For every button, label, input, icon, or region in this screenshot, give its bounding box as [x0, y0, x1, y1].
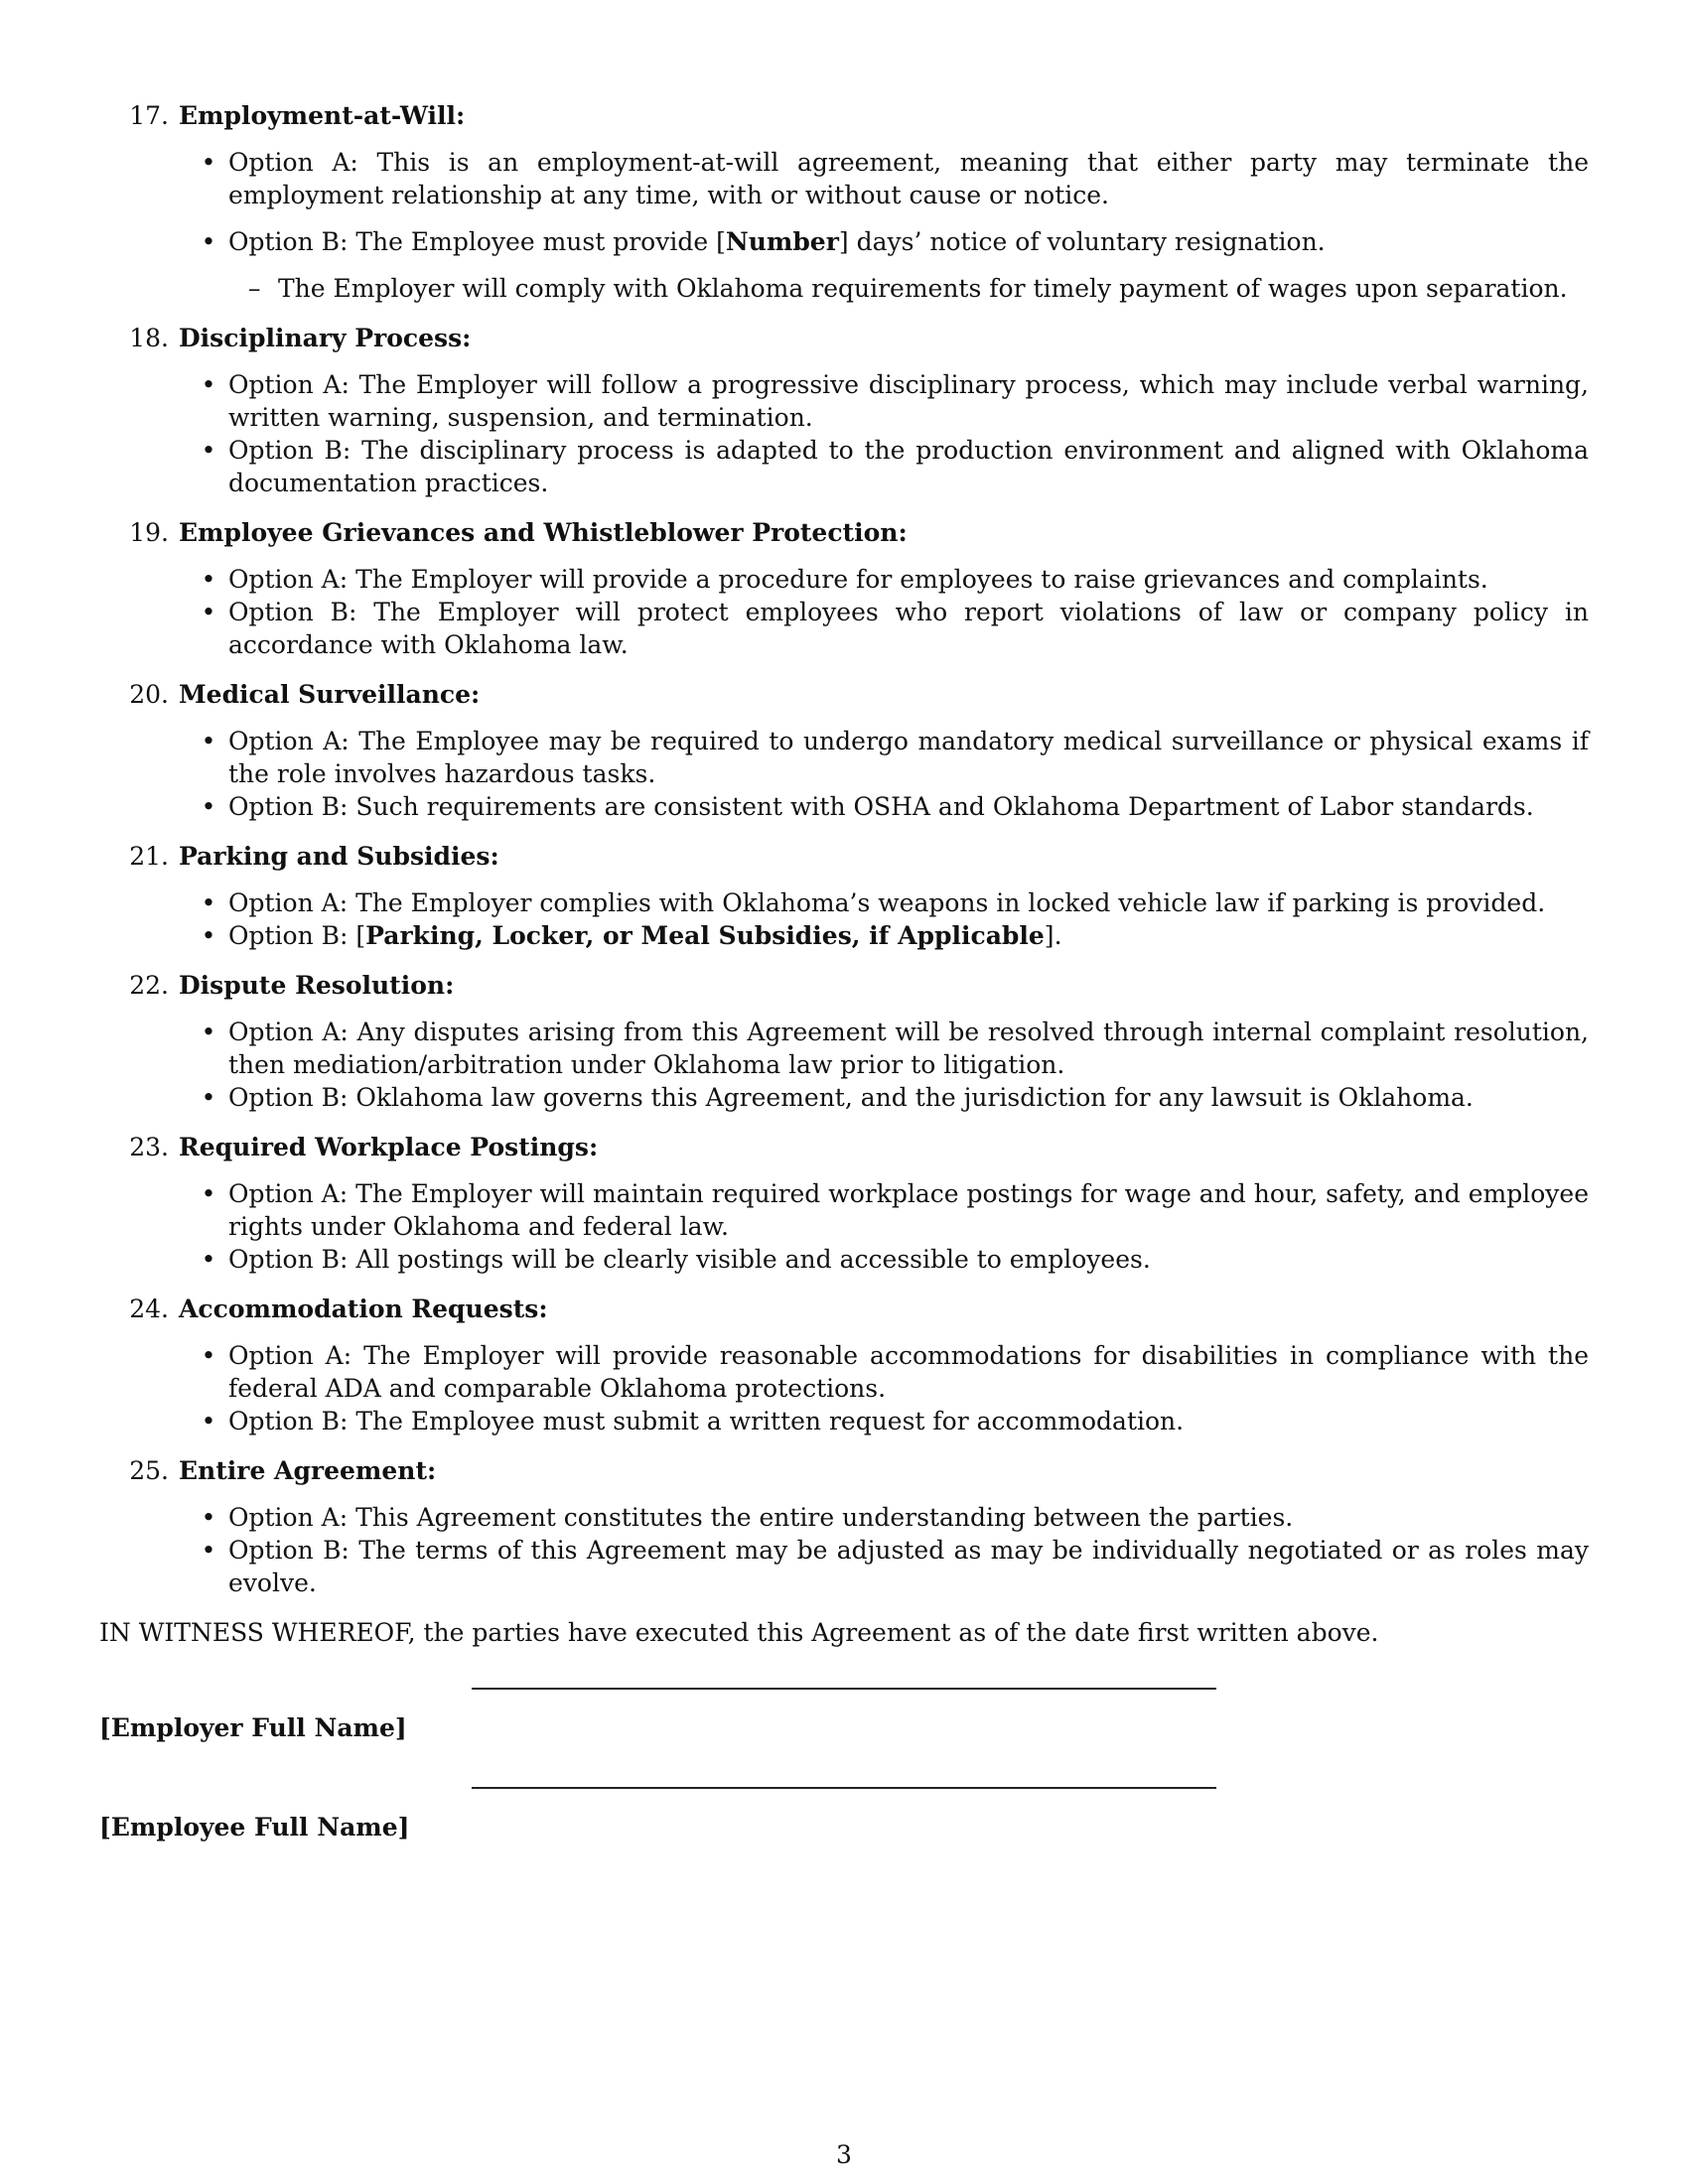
option-b	[99, 790, 1589, 823]
option-a-text: Option A: The Employer will provide reasonable accommodations for disabilities in compliance with the federal ADA and comparable Oklahoma protections.	[228, 1341, 1589, 1403]
bullet-icon: •	[201, 1018, 216, 1046]
bullet-icon: •	[201, 1407, 216, 1435]
option-list	[99, 563, 1589, 661]
sub-item-wage-payment	[99, 272, 1589, 305]
option-b	[99, 596, 1589, 661]
option-b-text: Option B: The Employee must submit a written request for accommodation.	[228, 1407, 1185, 1435]
option-b-text: Option B: Oklahoma law governs this Agreement, and the jurisdiction for any lawsuit is Oklahoma.	[228, 1083, 1474, 1112]
section-heading	[99, 1293, 1589, 1325]
option-b-text-post: .	[1054, 921, 1062, 950]
section-number: 19.	[129, 518, 169, 547]
option-b-text: Option B: The terms of this Agreement may be adjusted as may be individually negotiated or as roles may evolve.	[228, 1536, 1589, 1597]
option-list	[99, 368, 1589, 499]
section-heading	[99, 969, 1589, 1002]
option-a-text: Option A: The Employer will follow a progressive disciplinary process, which may include verbal warning, written warning, suspension, and termination.	[228, 370, 1589, 432]
bullet-icon: •	[201, 370, 216, 399]
section-number: 23.	[129, 1133, 169, 1161]
option-b	[99, 1405, 1589, 1437]
section-number: 18.	[129, 324, 169, 352]
section-heading	[99, 516, 1589, 549]
option-a	[99, 1016, 1589, 1081]
option-b: • Option B: [Parking, Locker, or Meal Subsidies, if Applicable].	[99, 919, 1589, 952]
section-grievances-whistleblower	[99, 516, 1589, 661]
section-heading	[99, 99, 1589, 132]
section-accommodation-requests	[99, 1293, 1589, 1437]
sub-item-text: The Employer will comply with Oklahoma requirements for timely payment of wages upon separation.	[278, 274, 1568, 303]
section-number: 17.	[129, 101, 169, 130]
section-title: Dispute Resolution:	[179, 971, 455, 1000]
option-a-text: Option A: The Employer complies with Oklahoma’s weapons in locked vehicle law if parking is provided.	[228, 888, 1546, 917]
section-disciplinary-process	[99, 322, 1589, 499]
option-b	[99, 434, 1589, 499]
option-b-text: Option B: Such requirements are consistent with OSHA and Oklahoma Department of Labor standards.	[228, 792, 1534, 821]
section-number: 25.	[129, 1456, 169, 1485]
option-a-text: Option A: The Employer will maintain required workplace postings for wage and hour, safety, and employee rights under Oklahoma and federal law.	[228, 1179, 1589, 1241]
section-number: 22.	[129, 971, 169, 1000]
employee-name: Employee Full Name	[110, 1813, 398, 1842]
section-title: Required Workplace Postings:	[179, 1133, 599, 1161]
option-b-text: Option B: All postings will be clearly visible and accessible to employees.	[228, 1245, 1151, 1274]
section-entire-agreement	[99, 1454, 1589, 1599]
bullet-icon: •	[201, 1503, 216, 1532]
option-list	[99, 1177, 1589, 1276]
bullet-icon: •	[201, 792, 216, 821]
witness-statement: IN WITNESS WHEREOF, the parties have executed this Agreement as of the date first written above.	[99, 1618, 1379, 1647]
section-workplace-postings	[99, 1131, 1589, 1276]
option-b	[99, 1243, 1589, 1276]
section-heading	[99, 322, 1589, 354]
bullet-icon: •	[201, 1341, 216, 1370]
option-list	[99, 1501, 1589, 1599]
section-title: Employee Grievances and Whistleblower Protection:	[179, 518, 908, 547]
section-title: Disciplinary Process:	[179, 324, 472, 352]
bullet-icon: •	[201, 227, 216, 256]
option-b: • Option B: The Employee must provide [Number] days’ notice of voluntary resignation.	[99, 225, 1589, 258]
page-number: 3	[836, 2140, 852, 2169]
section-title: Accommodation Requests:	[179, 1295, 548, 1323]
section-heading	[99, 840, 1589, 873]
section-dispute-resolution	[99, 969, 1589, 1114]
bullet-icon: •	[201, 436, 216, 465]
document-page	[99, 99, 1589, 1649]
option-list	[99, 146, 1589, 258]
bullet-icon: •	[201, 598, 216, 626]
option-b-text-pre: Option B:	[228, 921, 356, 950]
bullet-icon: •	[201, 1245, 216, 1274]
option-b-text-post: days’ notice of voluntary resignation.	[848, 227, 1326, 256]
bullet-icon: •	[201, 727, 216, 755]
bullet-icon: •	[201, 921, 216, 950]
employee-signature-line	[472, 1787, 1216, 1789]
bullet-icon: •	[201, 888, 216, 917]
option-a-text: Option A: The Employer will provide a procedure for employees to raise grievances and complaints.	[228, 565, 1488, 594]
section-medical-surveillance	[99, 678, 1589, 823]
section-title: Parking and Subsidies:	[179, 842, 499, 871]
option-a-text: Option A: This is an employment-at-will agreement, meaning that either party may terminate the employment relationship at any time, with or without cause or notice.	[228, 148, 1589, 209]
employee-name-block: [Employee Full Name]	[99, 1813, 410, 1842]
option-a	[99, 146, 1589, 211]
section-title: Employment-at-Will:	[179, 101, 466, 130]
placeholder-number: Number	[725, 227, 839, 256]
employer-name: Employer Full Name	[110, 1713, 395, 1742]
section-heading	[99, 1454, 1589, 1487]
option-b-text: Option B: The Employer will protect employees who report violations of law or company policy in accordance with Oklahoma law.	[228, 598, 1589, 659]
option-b	[99, 1534, 1589, 1599]
option-a-text: Option A: The Employee may be required to undergo mandatory medical surveillance or physical exams if the role involves hazardous tasks.	[228, 727, 1589, 788]
option-list	[99, 887, 1589, 952]
option-a-text: Option A: This Agreement constitutes the entire understanding between the parties.	[228, 1503, 1294, 1532]
bullet-icon: •	[201, 148, 216, 177]
bullet-icon: •	[201, 1083, 216, 1112]
section-title: Medical Surveillance:	[179, 680, 481, 709]
bullet-icon: •	[201, 565, 216, 594]
employer-name-block: [Employer Full Name]	[99, 1713, 407, 1742]
section-parking-subsidies	[99, 840, 1589, 952]
bullet-icon: •	[201, 1536, 216, 1565]
placeholder-subsidies: Parking, Locker, or Meal Subsidies, if Applicable	[365, 921, 1045, 950]
option-a	[99, 563, 1589, 596]
option-a	[99, 368, 1589, 434]
option-b-text: Option B: The disciplinary process is adapted to the production environment and aligned with Oklahoma documentation practices.	[228, 436, 1589, 497]
section-heading	[99, 1131, 1589, 1163]
option-a	[99, 1339, 1589, 1405]
section-number: 21.	[129, 842, 169, 871]
option-a	[99, 887, 1589, 919]
option-list	[99, 1339, 1589, 1437]
section-employment-at-will	[99, 99, 1589, 305]
section-number: 24.	[129, 1295, 169, 1323]
option-b-text-pre: Option B: The Employee must provide	[228, 227, 717, 256]
option-list	[99, 1016, 1589, 1114]
option-a	[99, 725, 1589, 790]
section-title: Entire Agreement:	[179, 1456, 437, 1485]
option-b	[99, 1081, 1589, 1114]
option-a	[99, 1177, 1589, 1243]
option-list	[99, 725, 1589, 823]
section-number: 20.	[129, 680, 169, 709]
employer-signature-line	[472, 1688, 1216, 1690]
dash-icon: –	[248, 274, 261, 303]
bullet-icon: •	[201, 1179, 216, 1208]
option-a-text: Option A: Any disputes arising from this Agreement will be resolved through internal complaint resolution, then mediation/arbitration under Oklahoma law prior to litigation.	[228, 1018, 1589, 1079]
option-a	[99, 1501, 1589, 1534]
section-heading	[99, 678, 1589, 711]
